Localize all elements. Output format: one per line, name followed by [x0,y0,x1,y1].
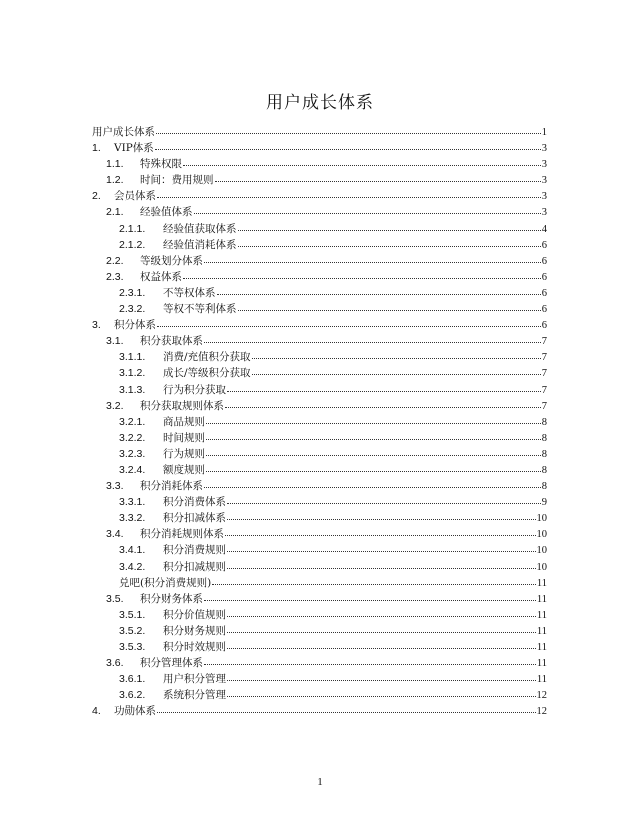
dot-leader [183,155,541,166]
toc-entry-page: 7 [541,400,547,412]
toc-entry[interactable] [92,639,547,655]
dot-leader [252,348,541,359]
toc-entry-title: 用户成长体系 [92,126,155,138]
dot-leader [204,252,541,263]
toc-entry-number: 3.5.2. [119,624,146,637]
toc-entry-number: 3.4.2. [119,560,146,573]
toc-entry-number: 3.2.4. [119,463,146,476]
toc-entry[interactable] [92,253,547,269]
toc-entry[interactable] [92,607,547,623]
toc-entry-title: 权益体系 [140,270,182,283]
toc-entry[interactable] [92,542,547,558]
toc-entry-number: 3.6.1. [119,673,146,686]
toc-entry-number: 1. [92,142,101,155]
toc-entry-title: 积分价值规则 [163,608,226,621]
toc-entry-title: 经验值消耗体系 [163,238,237,251]
toc-entry-title: 经验值获取体系 [163,222,237,235]
toc-entry-number: 1.2. [106,174,124,187]
toc-entry[interactable] [92,204,547,220]
toc-entry[interactable] [92,317,547,333]
toc-entry-page: 6 [541,287,547,299]
toc-entry-page: 10 [536,545,547,557]
dot-leader [204,332,541,343]
toc-entry-number: 2.3.1. [119,286,146,299]
toc-entry-page: 8 [541,464,547,476]
page-title: 用户成长体系 [266,93,374,113]
toc-entry-title: 积分财务规则 [163,624,226,637]
toc-entry[interactable] [92,591,547,607]
toc-entry-page: 11 [536,577,547,589]
toc-entry[interactable] [92,172,547,188]
toc-entry-page: 3 [541,207,547,219]
toc-entry-page: 6 [541,271,547,283]
dot-leader [227,541,536,552]
toc-entry-title: 行为规则 [163,447,205,460]
dot-leader [227,381,541,392]
dot-leader [206,413,541,424]
toc-entry[interactable] [92,301,547,317]
toc-entry[interactable] [92,398,547,414]
dot-leader [227,622,536,633]
toc-entry[interactable] [92,510,547,526]
toc-entry-number: 2.2. [106,254,124,267]
toc-entry[interactable] [92,559,547,575]
toc-entry-page: 11 [536,593,547,605]
toc-entry-number: 3. [92,319,101,332]
toc-entry-page: 3 [541,191,547,203]
dot-leader [252,364,541,375]
toc-entry-title: 成长/等级积分获取 [163,367,251,380]
toc-entry-page: 10 [536,561,547,573]
toc-entry-number: 3.6.2. [119,689,146,702]
toc-entry[interactable] [92,221,547,237]
toc-entry-number: 3.5. [106,592,124,605]
toc-entry-title: 行为积分获取 [163,383,226,396]
toc-entry[interactable] [92,333,547,349]
dot-leader [212,574,536,585]
dot-leader [227,686,536,697]
toc-entry-number: 3.1.3. [119,383,146,396]
dot-leader [217,284,541,295]
toc-entry[interactable] [92,446,547,462]
toc-entry-number: 3.5.3. [119,641,146,653]
toc-entry-number: 1.1. [106,158,124,171]
toc-entry-number: 3.2. [106,399,124,412]
dot-leader [227,638,536,649]
dot-leader [238,300,541,311]
toc-entry-number: 3.6. [106,657,124,670]
toc-entry-title: 消费/充值积分获取 [163,351,251,364]
dot-leader [204,590,536,601]
toc-entry-number: 2. [92,190,101,203]
toc-entry-number: 4. [92,705,101,718]
toc-entry[interactable] [92,382,547,398]
dot-leader [227,670,536,681]
toc-entry-page: 6 [541,255,547,267]
toc-entry-title: 时间规则 [163,431,205,444]
dot-leader [227,606,536,617]
toc-entry-page: 8 [541,448,547,460]
toc-entry[interactable] [92,478,547,494]
dot-leader [227,509,536,520]
toc-entry-number: 3.2.3. [119,447,146,460]
toc-entry-page: 7 [541,368,547,380]
toc-entry-title: 积分体系 [114,319,156,332]
toc-entry[interactable] [92,687,547,703]
dot-leader [225,525,536,536]
page-number: 1 [317,776,323,788]
toc-entry-title: 积分消耗体系 [140,480,203,493]
toc-entry-page: 7 [541,384,547,396]
toc-entry-title: 积分消费体系 [163,496,226,509]
toc-entry-number: 3.2.1. [119,415,146,428]
table-of-contents [92,124,547,719]
toc-entry-title: 特殊权限 [140,158,182,171]
toc-entry-page: 11 [536,609,547,621]
toc-entry[interactable] [92,430,547,446]
toc-entry-page: 11 [536,658,547,670]
dot-leader [204,654,536,665]
toc-entry-title: 兑吧(积分消费规则) [119,576,212,589]
toc-entry[interactable] [92,188,547,204]
toc-entry-title: 积分扣减体系 [163,512,226,525]
toc-entry[interactable] [92,124,547,140]
toc-entry-number: 3.2.2. [119,431,146,444]
toc-entry-number: 3.4. [106,528,124,541]
toc-entry[interactable] [92,575,547,591]
toc-entry-page: 8 [541,416,547,428]
toc-entry[interactable] [92,349,547,365]
toc-entry[interactable] [92,414,547,430]
toc-entry-number: 3.1.2. [119,367,146,380]
toc-entry-title: 积分管理体系 [140,657,203,670]
toc-entry[interactable] [92,655,547,671]
toc-entry[interactable] [92,526,547,542]
toc-entry-page: 7 [541,352,547,364]
toc-entry-page: 3 [541,159,547,171]
toc-entry-number: 3.3.2. [119,512,146,525]
toc-entry-number: 3.1.1. [119,351,146,364]
toc-entry-title: 积分消费规则 [163,544,226,557]
toc-entry-number: 3.1. [106,335,124,348]
dot-leader [183,268,541,279]
toc-entry-page: 11 [536,642,547,653]
dot-leader [227,558,536,569]
toc-entry[interactable] [92,365,547,381]
toc-entry-title: 等级划分体系 [140,254,203,267]
dot-leader [157,316,541,327]
toc-entry-page: 3 [541,143,547,155]
toc-entry-number: 3.5.1. [119,608,146,621]
toc-entry-title: 等权不等利体系 [163,303,237,316]
toc-entry-page: 8 [541,481,547,493]
toc-entry[interactable] [92,671,547,687]
toc-entry-title: 积分财务体系 [140,592,203,605]
toc-entry-number: 3.4.1. [119,544,146,557]
dot-leader [206,445,541,456]
toc-entry-title: 积分时效规则 [163,641,226,653]
toc-entry-title: 积分扣减规则 [163,560,226,573]
toc-entry-number: 3.3. [106,480,124,493]
toc-entry-title: 用户积分管理 [163,673,226,686]
toc-entry-title: 积分消耗规则体系 [140,528,224,541]
toc-entry[interactable] [92,462,547,478]
toc-entry[interactable] [92,623,547,639]
dot-leader [155,139,541,150]
dot-leader [206,461,541,472]
toc-entry-page: 1 [541,127,547,138]
toc-entry-title: 额度规则 [163,463,205,476]
toc-entry[interactable] [92,703,547,719]
toc-entry[interactable] [92,494,547,510]
toc-entry-page: 12 [536,690,547,702]
toc-entry[interactable] [92,140,547,156]
dot-leader [157,187,541,198]
toc-entry-title: VIP体系 [114,142,154,155]
toc-entry-page: 6 [541,239,547,251]
toc-entry-title: 会员体系 [114,190,156,203]
dot-leader [227,493,541,504]
dot-leader [238,236,541,247]
toc-entry[interactable] [92,156,547,172]
dot-leader [215,171,541,182]
toc-entry[interactable] [92,269,547,285]
toc-entry-page: 10 [536,529,547,541]
toc-entry-number: 2.3. [106,270,124,283]
toc-entry-title: 功勋体系 [114,705,156,718]
toc-entry-page: 3 [541,175,547,187]
toc-entry[interactable] [92,237,547,253]
toc-entry-title: 商品规则 [163,415,205,428]
dot-leader [194,203,541,214]
toc-entry[interactable] [92,285,547,301]
toc-entry-number: 2.1. [106,206,124,219]
toc-entry-page: 7 [541,336,547,348]
toc-entry-number: 3.3.1. [119,496,146,509]
dot-leader [238,220,541,231]
toc-entry-page: 11 [536,674,547,686]
toc-entry-title: 积分获取体系 [140,335,203,348]
dot-leader [157,702,536,713]
toc-entry-number: 2.3.2. [119,303,146,316]
toc-entry-title: 系统积分管理 [163,689,226,702]
toc-entry-page: 8 [541,432,547,444]
dot-leader [225,397,541,408]
toc-entry-number: 2.1.1. [119,222,146,235]
toc-entry-page: 9 [541,497,547,509]
toc-entry-title: 不等权体系 [163,286,216,299]
dot-leader [156,123,541,134]
toc-entry-page: 6 [541,320,547,332]
toc-entry-page: 6 [541,304,547,316]
toc-entry-title: 时间：费用规则 [140,174,214,187]
toc-entry-title: 经验值体系 [140,206,193,219]
toc-entry-number: 2.1.2. [119,238,146,251]
dot-leader [206,429,541,440]
toc-entry-page: 12 [536,706,547,718]
toc-entry-page: 10 [536,513,547,525]
toc-entry-page: 11 [536,625,547,637]
dot-leader [204,477,541,488]
toc-entry-title: 积分获取规则体系 [140,399,224,412]
toc-entry-page: 4 [541,223,547,235]
